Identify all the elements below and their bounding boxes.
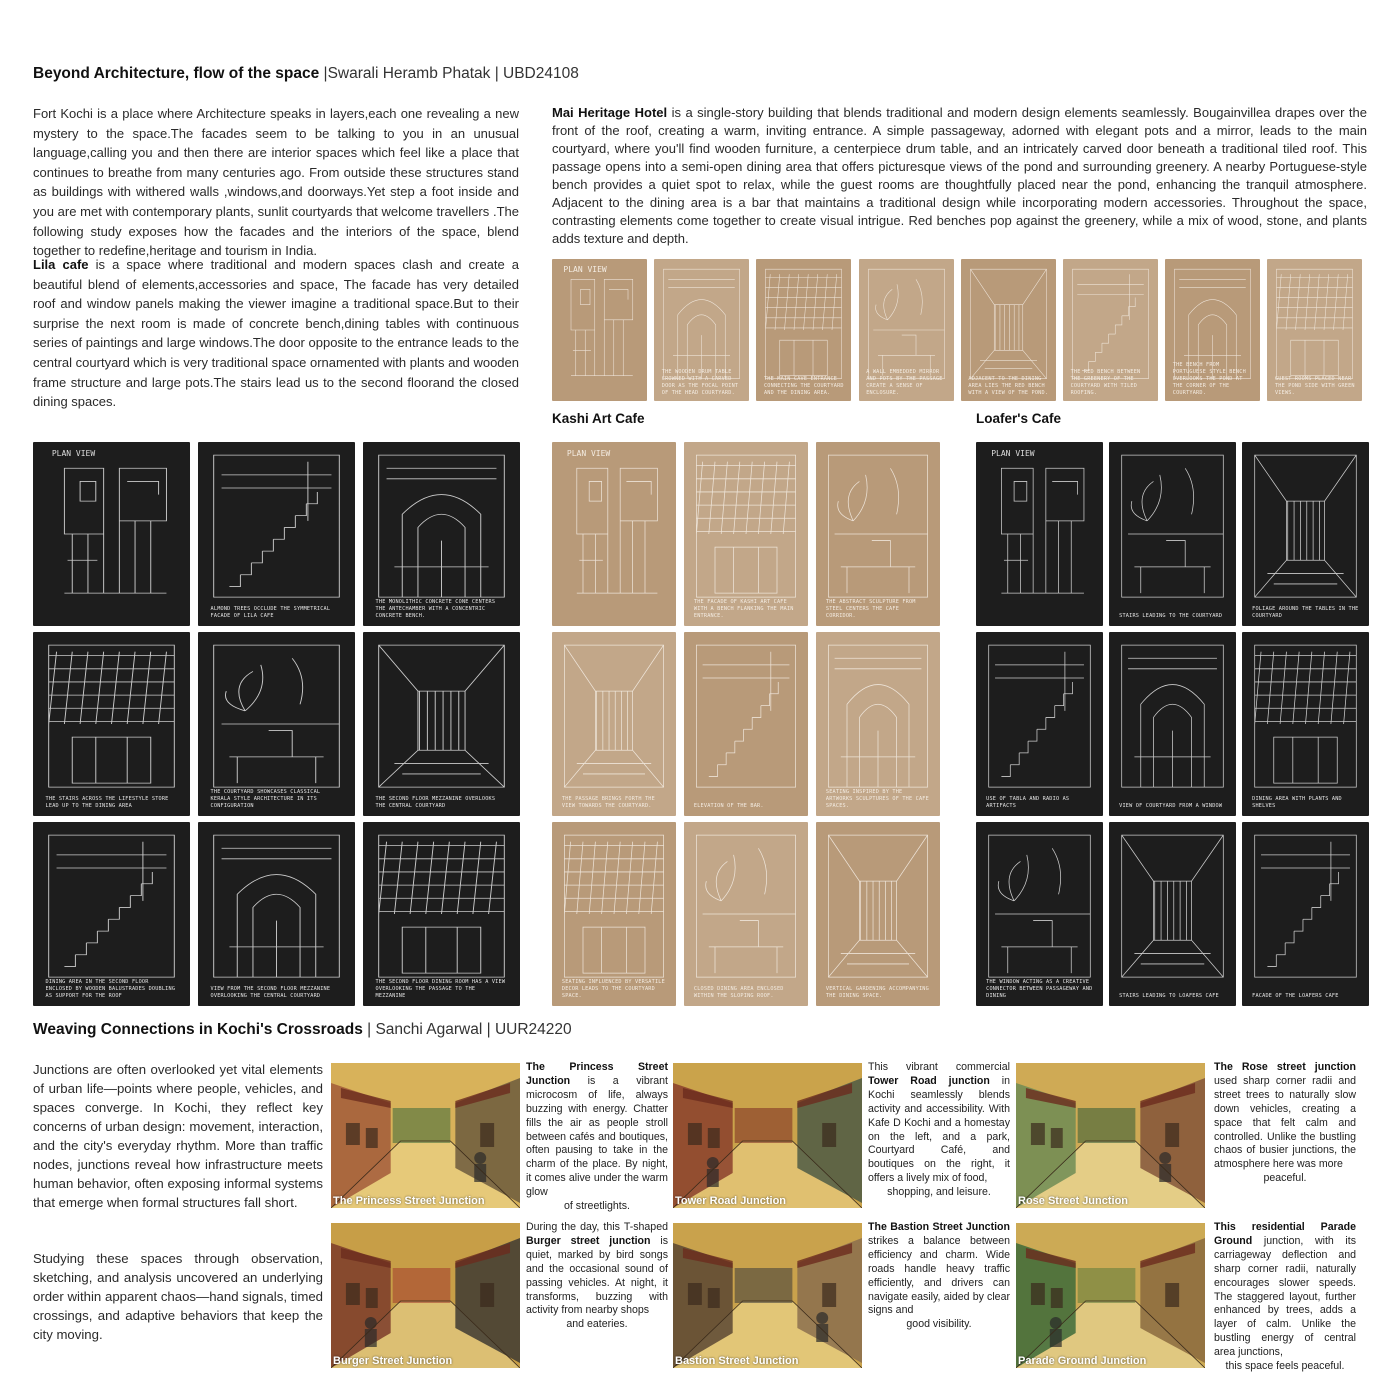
junction-text-end: peaceful. (1263, 1172, 1307, 1185)
junction-illustration (1016, 1223, 1205, 1368)
junction-text: used sharp corner radii and street trees to naturally slow down vehicles, creating a space that felt calm and controlled. Unlike the bustling chaos of busier junctions, the atmosphere here was more (1214, 1074, 1356, 1171)
sketch-caption: DINING AREA WITH PLANTS AND SHELVES (1252, 796, 1342, 810)
junction-description (526, 1221, 668, 1332)
section2-title-main: Weaving Connections in Kochi's Crossroads (33, 1021, 363, 1038)
junction-text-end: of streetlights. (564, 1200, 630, 1213)
lila-sketch-2 (198, 442, 355, 626)
kashi-sketch-4 (552, 632, 676, 816)
sketch-caption: FOLIAGE AROUND THE TABLES IN THE COURTYARD (1252, 606, 1359, 620)
lila-name: Lila cafe (33, 257, 89, 272)
section1-title (33, 65, 579, 83)
mai-sketch-7 (1165, 259, 1260, 401)
junction-illustration (673, 1223, 862, 1368)
kashi-sketch-7 (552, 822, 676, 1006)
kashi-sketch-6 (816, 632, 940, 816)
lila-sketch-4 (33, 632, 190, 816)
mai-sketch-2 (654, 259, 749, 401)
lila-text: is a space where traditional and modern spaces clash and create a beautiful blend of elements,accessories and space, The facade has very detailed roof and window panels making the viewer imagine a traditional space.But to their surprise the next room is made of concrete bench,dining tables with continuous series of paintings and large windows.The door opposite to the entrance leads to the central courtyard which is very traditional space ornamented with plants and wooden frame structure and large pots.The stairs lead us to the second floorand the closed dining spaces. (33, 257, 520, 410)
junction-image-label: Rose Street Junction (1018, 1195, 1129, 1207)
junction-text: strikes a balance between efficiency and charm. Wide roads handle heavy traffic efficiently, and drivers can navigate easily, aided by clear signs and (868, 1234, 1010, 1317)
loafer-sketch-5 (1109, 632, 1236, 816)
mai-sketch-1 (552, 259, 647, 401)
plan-view-label: PLAN VIEW (566, 449, 611, 459)
sketch-caption: SEATING INSPIRED BY THE ARTWORKS SCULPTURES OF THE CAFE SPACES. (825, 789, 929, 810)
mai-paragraph (552, 104, 1367, 248)
mai-sketch-4 (859, 259, 954, 401)
sketch-caption: STAIRS LEADING TO LOAFERS CAFE (1119, 993, 1219, 1000)
plan-view-label: PLAN VIEW (51, 449, 96, 459)
junction-intro-1: Junctions are often overlooked yet vital elements of urban life—points where people, vehicles, and spaces converge. In Kochi, they reflect key concerns of urban design: movement, interaction, and the city's everyday rhythm. More than traffic nodes, junctions reveal how infrastructure meets human behavior, often exposing informal systems that emerge when formal structures fall short. (33, 1062, 323, 1210)
mai-sketch-8 (1267, 259, 1362, 401)
loafer-sketch-8 (1109, 822, 1236, 1006)
sketch-caption: VIEW FROM THE SECOND FLOOR MEZZANINE OVERLOOKING THE CENTRAL COURTYARD (210, 986, 331, 1000)
loafer-sketch-7 (976, 822, 1103, 1006)
sketch-caption: THE MAIN CAVE ENTRANCE CONNECTING THE COURTYARD AND THE DINING AREA. (763, 375, 844, 396)
mai-sketch-6 (1063, 259, 1158, 401)
kashi-sketch-2 (684, 442, 808, 626)
junction-text: is quiet, marked by bird songs and the occasional sound of passing vehicles. At night, it transforms, buzzing with activity from nearby shops (526, 1234, 668, 1317)
junction-image-label: Tower Road Junction (675, 1195, 787, 1207)
kashi-label: Kashi Art Cafe (552, 411, 645, 426)
sketch-caption: USE OF TABLA AND RADIO AS ARTIFACTS (986, 796, 1070, 810)
sketch-caption: FACADE OF THE LOAFERS CAFE (1252, 993, 1339, 1000)
kashi-sketch-9 (816, 822, 940, 1006)
junction-image-label: Parade Ground Junction (1018, 1355, 1147, 1367)
sketch-caption: VERTICAL GARDENING ACCOMPANYING THE DINING SPACE. (825, 986, 929, 1000)
sketch-caption: ELEVATION OF THE BAR. (693, 803, 764, 810)
sketch-caption: ALMOND TREES OCCLUDE THE SYMMETRICAL FACADE OF LILA CAFE (210, 606, 331, 620)
junction-text: junction, with its carriageway deflection and sharp corner radii, naturally encourages slower speeds. The staggered layout, further enhanced by trees, adds a layer of calm. Unlike the bustling energy of central area junctions, (1214, 1234, 1356, 1359)
lila-sketch-5 (198, 632, 355, 816)
section1-title-author: |Swarali Heramb Phatak | UBD24108 (319, 65, 579, 82)
section2-title-author: | Sanchi Agarwal | UUR24220 (362, 1021, 572, 1038)
sketch-caption: THE SECOND FLOOR DINING ROOM HAS A VIEW OVERLOOKING THE PASSAGE TO THE MEZZANINE (375, 979, 506, 1000)
junction-name: The Rose street junction (1214, 1061, 1356, 1073)
sketch-caption: THE SECOND FLOOR MEZZANINE OVERLOOKS THE CENTRAL COURTYARD (375, 796, 496, 810)
junction-image-label: The Princess Street Junction (333, 1195, 485, 1207)
sketch-caption: THE ABSTRACT SCULPTURE FROM STEEL CENTERS THE CAFE CORRIDOR. (825, 599, 916, 620)
section1-title-main: Beyond Architecture, flow of the space (33, 65, 320, 82)
junction-intro-2: Studying these spaces through observation, sketching, and analysis uncovered an underlying order within apparent chaos—hand signals, timed crossings, and adaptive behaviors that keep the city moving. (33, 1251, 323, 1342)
kashi-sketch-3 (816, 442, 940, 626)
junction-name: Burger street junction (526, 1234, 651, 1247)
loafer-sketch-4 (976, 632, 1103, 816)
lila-sketch-1 (33, 442, 190, 626)
junction-image-label: Burger Street Junction (333, 1355, 453, 1367)
lila-paragraph (33, 255, 519, 412)
junction-text-end: this space feels peaceful. (1225, 1360, 1345, 1373)
section2-title (33, 1021, 572, 1039)
loafer-sketch-2 (1109, 442, 1236, 626)
sketch-caption: A WALL EMBEDDED MIRROR AND POTS BY THE PASSAGE CREATE A SENSE OF ENCLOSURE. (866, 368, 943, 396)
loafer-sketch-6 (1242, 632, 1369, 816)
mai-sketch-3 (756, 259, 851, 401)
loafer-label: Loafer's Cafe (976, 411, 1061, 426)
junction-image-label: Bastion Street Junction (675, 1355, 799, 1367)
junction-text-end: and eateries. (566, 1318, 628, 1331)
lila-sketch-6 (363, 632, 520, 816)
loafer-sketch-1 (976, 442, 1103, 626)
sketch-caption: THE BENCH FROM PORTUGUESE STYLE BENCH OVERLOOKS THE POND AT THE CORNER OF THE COURTYARD. (1172, 361, 1246, 396)
sketch-caption: VIEW OF COURTYARD FROM A WINDOW (1119, 803, 1223, 810)
sketch-caption: THE COURTYARD SHOWCASES CLASSICAL KERALA STYLE ARCHITECTURE IN ITS CONFIGURATION (210, 789, 321, 810)
lila-sketch-7 (33, 822, 190, 1006)
kashi-sketch-5 (684, 632, 808, 816)
junction-description (526, 1061, 668, 1214)
junction-illustration (331, 1223, 520, 1368)
loafer-sketch-3 (1242, 442, 1369, 626)
sketch-caption: THE WOODEN DRUM TABLE CROWNED WITH A CARVED DOOR AS THE FOCAL POINT OF THE HEAD COURTYARD. (661, 368, 739, 396)
junction-text: in Kochi seamlessly blends activity and accessibility. With Kafe D Kochi and a homestay on the left, and a park, Courtyard Café, and boutiques on the right, it offers a lively mix of food, (868, 1074, 1010, 1185)
junction-illustration (331, 1063, 520, 1208)
sketch-caption: THE WINDOW ACTING AS A CREATIVE CONNECTOR BETWEEN PASSAGEWAY AND DINING (986, 979, 1093, 1000)
lila-sketch-9 (363, 822, 520, 1006)
intro-paragraph (33, 104, 519, 261)
junction-name: The Princess Street Junction (526, 1061, 668, 1087)
sketch-caption: THE RED BENCH BETWEEN THE GREENERY OF THE COURTYARD WITH TILED ROOFING. (1070, 368, 1141, 396)
intro-text: Fort Kochi is a place where Architecture speaks in layers,each one revealing a new mystery to the space.The facades seem to be talking to you in an unusual language,calling you and then there are interior spaces which feel like a place that continues to breathe from many centuries ago. From outside these structures stand as buildings with withered walls ,windows,and doorways.Yet step a foot inside and you are met with contemporary plants, sunlit courtyards that welcome travellers .The following study exposes how the facades and the interiors of the space, blend together to redefine,heritage and tourism in India. (33, 106, 519, 259)
sketch-caption: DINING AREA IN THE SECOND FLOOR ENCLOSED BY WOODEN BALUSTRADES DOUBLING AS SUPPORT FOR THE ROOF (45, 979, 176, 1000)
sketch-caption: THE MONOLITHIC CONCRETE CONE CENTERS THE ANTECHAMBER WITH A CONCENTRIC CONCRETE BENCH. (375, 599, 496, 620)
junction-description (1214, 1061, 1356, 1186)
plan-view-label: PLAN VIEW (991, 449, 1035, 459)
sketch-caption: CLOSED DINING AREA ENCLOSED WITHIN THE SLOPING ROOF. (693, 986, 784, 1000)
mai-text: is a single-story building that blends traditional and modern design elements seamlessly. Bougainvillea drapes over the front of the roof, creating a warm, inviting entrance. A simple passageway, adorned with elegant pots and a mirror, leads to the main courtyard, where you'll find wooden furniture, a centerpiece drum table, and an intricately carved door beneath a traditional tiled roof. This passage opens into a semi-open dining area that offers picturesque views of the pond and surrounding greenery. A nearby Portuguese-style bench provides a quiet spot to relax, while the guest rooms are thoughtfully placed near the pond, enhancing the tranquil atmosphere. Adjacent to the dining area is a bar that maintains a traditional design while incorporating modern accessories. Throughout the space, contrasting elements come together to create visual intrigue. Red benches pop against the greenery, while a mix of wood, stone, and plants adds texture and depth. (552, 105, 1367, 246)
kashi-sketch-1 (552, 442, 676, 626)
junction-text: is a vibrant microcosm of life, always buzzing with energy. Chatter fills the air as people stroll between cafés and boutiques, often pausing to take in the charm of the place. By night, it comes alive under the warm glow (526, 1074, 668, 1199)
junction-illustration (1016, 1063, 1205, 1208)
sketch-caption: SEATING INFLUENCED BY VERSATILE DECOR LEADS TO THE COURTYARD SPACE. (561, 979, 665, 1000)
plan-view-label: PLAN VIEW (563, 264, 607, 274)
junction-description (868, 1221, 1010, 1332)
lila-sketch-8 (198, 822, 355, 1006)
junction-illustration (673, 1063, 862, 1208)
junction-name: The Bastion Street Junction (868, 1221, 1010, 1233)
mai-sketch-5 (961, 259, 1056, 401)
junction-name: Tower Road junction (868, 1074, 990, 1087)
sketch-caption: THE FACADE OF KASHI ART CAFE WITH A BENCH FLANKING THE MAIN ENTRANCE. (693, 599, 794, 620)
sketch-caption: THE PASSAGE BRINGS FORTH THE VIEW TOWARDS THE COURTYARD. (561, 796, 655, 810)
kashi-sketch-8 (684, 822, 808, 1006)
junction-text-pre: During the day, this T-shaped (526, 1221, 668, 1233)
sketch-caption: ADJACENT TO THE DINING AREA LIES THE RED BENCH WITH A VIEW OF THE POND. (968, 375, 1049, 396)
junction-text-end: shopping, and leisure. (887, 1186, 991, 1199)
mai-name: Mai Heritage Hotel (552, 105, 668, 120)
junction-description (1214, 1221, 1356, 1374)
junction-text-pre: This vibrant commercial (868, 1061, 1010, 1073)
loafer-sketch-9 (1242, 822, 1369, 1006)
lila-sketch-3 (363, 442, 520, 626)
junction-name: This residential Parade Ground (1214, 1221, 1356, 1247)
sketch-caption: GUEST ROOMS PLACED NEAR THE POND SIDE WITH GREEN VIEWS. (1274, 375, 1355, 396)
sketch-caption: THE STAIRS ACROSS THE LIFESTYLE STORE LEAD UP TO THE DINING AREA (45, 796, 169, 810)
junction-text-end: good visibility. (906, 1318, 972, 1331)
sketch-caption: STAIRS LEADING TO THE COURTYARD (1119, 613, 1223, 620)
junction-description (868, 1061, 1010, 1200)
